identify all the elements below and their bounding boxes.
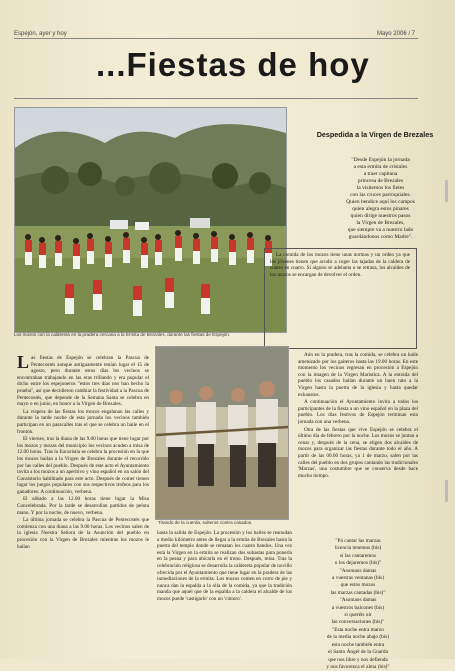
poem-line: quien dirige nuestros pasos <box>350 213 411 219</box>
song-line: y nos favorezca el alma (bis)" <box>326 663 390 670</box>
song-line: el Santo Ángel de la Guarda <box>328 649 388 656</box>
article-paragraph: A continuación el Ayuntamiento invita a todos los participantes de la fiesta a un vino español en la plaza del pueblo. Los días festivos de Espejón terminan esta jornada con una verbena. <box>298 399 418 425</box>
poem-line: la Virgen de Brezales, <box>356 220 405 226</box>
sidebar-poem <box>323 157 438 241</box>
box-text <box>270 252 410 279</box>
song-line: "Asomaos damas <box>339 567 377 574</box>
middle-paragraph: hasta la salida de Espejón. La procesión y los bailes se reanudan a medio kilómetro antes de llegar a la ermita de Brezales hasta la puerta del templo donde se rematan los cuatro bandos. Una vez está la Virgen en la ermita se realizan dos subastas para ponerla en la peana y para ubicarla en el trono. Después, misa. Tras la celebración religiosa se desarrolla la caldereta popular de novillo ofrecida por el Ayuntamiento que tiene lugar en la pradera de las inmediaciones de la ermita. Los mozos comen en corro de pie y nunca dan la espalda a la olla de la comida, ya que la tradición manda que aquel que de la espalda a la caldera el alcalde de los mozos puede 'castigarlo' con un 'cinturo'. <box>157 530 292 602</box>
song-line: licencia tenemos (bis) <box>334 545 382 552</box>
photo2-caption: Tirando de la cuerda, solteros contra casados. <box>158 520 253 525</box>
running-header-left: Espejón, ayer y hoy <box>14 31 67 37</box>
binding-staple <box>445 180 448 202</box>
page-title: ...Fiestas de hoy <box>96 46 370 83</box>
article-paragraph: Otra de las fiestas que vive Espejón se celebra el último día de febrero por la noche. Los mozos se juntan a cenar y, después de la cena, se eligen dos alcaldes de mozos para organizar las fiestas durante todo el año. A partir de las 00.00 horas, ya 1 de marzo, salen por las calles del pueblo en dos grupos cantando las tradicionales 'Marzas', una costumbre que se conserva desde hace mucho tiempo. <box>298 426 418 479</box>
poem-line: con las cruces parroquiales. <box>350 192 411 198</box>
poem-line: "Desde Espejón la jornada <box>351 157 410 163</box>
poem-line: quien alegra estos pinares <box>352 206 409 212</box>
poem-line: a esta ermita de cristales <box>353 164 408 170</box>
article-paragraph: as fiestas de Espejón se celebran la Pascua de Pentecostés aunque antiguamente tenían lugar el 15 de agosto, pero durante estos días los vecinos se encontraban trabajando en las eras trillando y era popular el dicho entre los espejoneros "estos tres días nos han hecho la prueba", así que decidieron cambiar la festividad a la Pascua de Pentecostés, que depende de la Semana Santa se celebra en mayo o en junio, en honor a la Virgen de Brezales. <box>17 355 149 408</box>
song-line: "Esta noche entra marzo <box>332 626 384 633</box>
song-line: si queréis oír <box>344 612 372 619</box>
box-paragraph: La comida de los mozos tiene unas normas y un orden ya que los jóvenes tienen que acudir a coger las tajadas de la caldera de cuatro en cuatro. Si alguno se adelanta o se retrasa, los alcaldes de los mozos se encargan de devolver el orden. <box>270 252 410 278</box>
article-paragraph: El sábado a las 12.00 horas tiene lugar la Misa Concelebrada. Por la tarde se desarrollan partidos de pelota mano. Y por la noche, de nuevo, verbena. <box>17 496 149 516</box>
song-line: que nos libre y nos defienda <box>328 656 388 663</box>
poem-line: Quien bendice aquí los campos <box>346 199 415 205</box>
song-line: "Asomaos damas <box>339 597 377 604</box>
poem-line: a traer capitana <box>363 171 398 177</box>
photo-tug-of-war <box>155 346 289 520</box>
song-line: de la media noche abajo (bis) <box>326 634 390 641</box>
photo1-caption: Los mozos con la caldereta en la pradera cercana a la Ermita de Brezales, durante las fiestas de Espejón. <box>14 332 231 337</box>
article-paragraph: La última jornada se celebra la Pascua de Pentecostés que comienza con una diana a las 9.00 horas. Los vecinos salen de la iglesia Nuestra Señora de la Asunción del pueblo en procesión con la Virgen de Brezales mientras los mozos le bailan <box>17 517 149 550</box>
binding-staple <box>445 480 448 502</box>
article-paragraph: El viernes, tras la diana de las 9.00 horas que tiene lugar por los mozos y mozas del municipio los vecinos acuden a misa de 12.00 horas. Tras la Eucaristía se celebra la procesión en la que los mozos bailan a la Virgen de Brezales durante el recorrido por las calles del pueblo. Después de este acto el Ayuntamiento invita a los mozos a un aperitivo y vino español en un salón del Consistorio habilitado para este acto. Después de comer tienen lugar los juegos populares con sus respectivos trofeos para los ganadores. A continuación, verbena. <box>17 436 149 495</box>
song-line: esta noche también entra <box>331 641 385 648</box>
poem-line: que siempre va a nuestro lado <box>347 227 414 233</box>
song-line: o los dejaremos (bis)" <box>334 560 382 567</box>
poem-line: princesa de Brezales <box>357 178 404 184</box>
poem-line: la visitemos los fieles <box>356 185 405 191</box>
right-column <box>298 352 418 534</box>
title-rule <box>14 98 418 99</box>
marzas-song <box>298 538 418 671</box>
song-line: a vuestros balcones (bis) <box>331 604 385 611</box>
sidebar-heading: Despedida a la Virgen de Brezales <box>316 130 434 139</box>
song-line: que estos mozos <box>340 582 376 589</box>
poem-line: guardándonos como Madre". <box>348 234 413 240</box>
song-line: "Pá cantar las marzas <box>335 538 381 544</box>
song-line: a vuestras ventanas (bis) <box>332 575 384 582</box>
photo-fiesta-dance <box>14 107 287 333</box>
article-paragraph: La víspera de las fiestas los mozos engalanan las calles y durante la tarde noche de esta jornada los vecinos también participan en un pasacalles tras el que se celebra un baile en el frontón. <box>17 408 149 435</box>
running-header-right: Mayo 2006 / 7 <box>376 31 415 37</box>
header-rule <box>14 38 418 39</box>
song-line: si las cantaremos <box>339 552 377 559</box>
song-line: las conversaciones (bis)" <box>331 619 385 626</box>
middle-column <box>157 530 292 652</box>
song-line: las marzas cantadas (bis)" <box>330 589 386 596</box>
drop-cap: L <box>17 355 30 372</box>
left-column <box>17 355 149 645</box>
article-paragraph: Aún en la pradera, tras la comida, se celebra un baile amenizado por los gaiteros hasta las 19.00 horas. En este momento los vecinos regresan en procesión a Espejón con la imagen de la Virgen Marística. A la entrada del pueblo los casados bailan durante un buen rato a la Virgen hasta la puerta de la iglesia y hasta quedar exhaustos. <box>298 352 418 398</box>
